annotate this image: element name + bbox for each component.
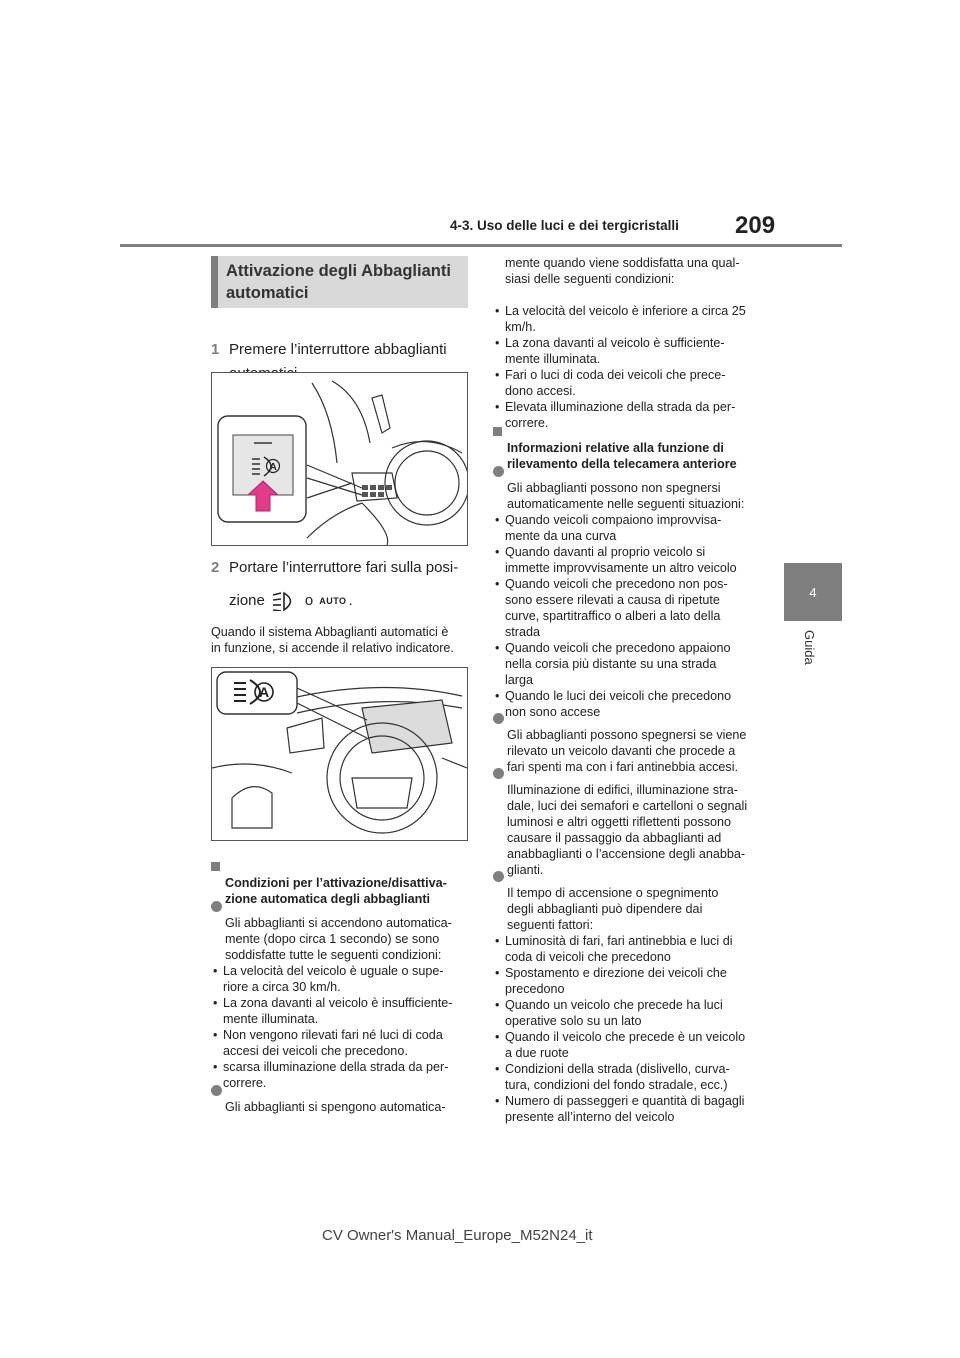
chapter-tab: 4 [784,563,842,621]
sub-item: • Quando il veicolo che precede è un veicolo a due ruote [495,1030,746,1060]
chapter-label-text: Guida [802,630,817,665]
sub-item-text: Quando veicoli che precedono appaiono nella corsia più distante su una strada larga [505,641,731,687]
step-2-end: . [348,592,353,609]
sub-item-text: Quando le luci dei veicoli che precedono non sono accese [505,689,732,719]
sub-item: • Spostamento e direzione dei veicoli che precedono [495,966,727,996]
sub-item-text: Luminosità di fari, fari antinebbia e luci di coda di veicoli che precedono [505,934,733,964]
auto-icon: AUTO [319,596,347,606]
bullet-illuminazione [493,766,772,878]
sub-item: • La zona davanti al veicolo è insufficiente- mente illuminata. [213,996,453,1026]
header-rule [120,244,842,247]
step-2-number: 2 [211,559,220,576]
sub-item-text: La zona davanti al veicolo è sufficiente- mente illuminata. [505,336,725,366]
illustration-auto-high-beam-switch [211,372,468,546]
sub-item-text: Quando veicoli compaiono improvvisa- mente da una curva [505,513,722,543]
step-1-number: 1 [211,341,220,358]
dashboard-switch-drawing [212,373,467,545]
bullet-spengono-text: Gli abbaglianti si spengono automatica- [225,1100,446,1114]
sub-item: • Quando veicoli che precedono non pos- sono essere rilevati a causa di ripetute curve, spartitraffico o alberi a lato della strada [495,577,728,639]
bullet-spengono [211,1083,485,1115]
bullet-dot-icon [211,1085,222,1096]
sub-item-text: Spostamento e direzione dei veicoli che precedono [505,966,727,996]
bullet-dot-icon [493,466,504,477]
sub-item-text: La velocità del veicolo è inferiore a circa 25 km/h. [505,304,746,334]
heading-square-icon [493,427,502,436]
sub-item-text: Quando veicoli che precedono non pos- sono essere rilevati a causa di ripetute curve, spartitraffico o alberi a lato della strada [505,577,728,639]
chapter-label [795,626,835,676]
sub-item-text: Condizioni della strada (dislivello, curva- tura, condizioni del fondo stradale, ecc.) [505,1062,730,1092]
bullet-non-spegnersi-text: Gli abbaglianti possono non spegnersi automaticamente nelle seguenti situazioni: [507,481,745,511]
section-title-box [211,256,468,308]
sub-item: • Numero di passeggeri e quantità di bagagli presente all’interno del veicolo [495,1094,745,1124]
bullet-dot-icon [493,871,504,882]
sub-item: • Condizioni della strada (dislivello, curva- tura, condizioni del fondo stradale, ecc.) [495,1062,730,1092]
dashboard-indicator-drawing [212,668,467,840]
bullet-tempo-text: Il tempo di accensione o spegnimento degli abbaglianti può dipendere dai seguenti fattori: [507,886,719,932]
sub-item: • La velocità del veicolo è inferiore a circa 25 km/h. [495,304,746,334]
sub-item: • Quando le luci dei veicoli che precedono non sono accese [495,689,732,719]
step-2-o: o [304,592,314,609]
illustration-2-a-letter: A [259,684,270,700]
illustration-dashboard-indicator [211,667,468,841]
step-2-text: Portare l’interruttore fari sulla posi- [229,559,459,576]
footer-manual-id: CV Owner's Manual_Europe_M52N24_it [322,1227,593,1244]
sub-item: • Quando veicoli compaiono improvvisa- mente da una curva [495,513,722,543]
sub-item-text: La zona davanti al veicolo è insufficiente- mente illuminata. [223,996,453,1026]
sub-item: • Quando davanti al proprio veicolo si immette improvvisamente un altro veicolo [495,545,737,575]
bullet-dot-icon [211,901,222,912]
sub-item-text: Numero di passeggeri e quantità di bagagli presente all’interno del veicolo [505,1094,745,1124]
bullet-accendono-text: Gli abbaglianti si accendono automatica- mente (dopo circa 1 secondo) se sono soddisfatte tutte le seguenti condizioni: [225,916,452,962]
bullet-illuminazione-text: Illuminazione di edifici, illuminazione stra- dale, luci dei semafori e cartelloni o segnali luminosi e altri oggetti riflettenti possono causare il passaggio da abbaglianti ad anabbaglianti o l’accensione degli anabba- glianti. [507,783,748,877]
sub-item: • Elevata illuminazione della strada da per- correre. [495,400,736,430]
sub-item-text: La velocità del veicolo è uguale o supe- riore a circa 30 km/h. [223,964,444,994]
step-1-text: Premere l’interruttore abbaglianti [229,341,447,358]
sub-item: • La velocità del veicolo è uguale o supe- riore a circa 30 km/h. [213,964,444,994]
sub-item: • Quando veicoli che precedono appaiono nella corsia più distante su una strada larga [495,641,731,687]
step-2-line-2 [229,589,353,613]
step-2-zione: zione [229,592,265,609]
sub-item: • Fari o luci di coda dei veicoli che prece- dono accesi. [495,368,726,398]
bullet-possono-spegnersi-text: Gli abbaglianti possono spegnersi se viene rilevato un veicolo davanti che procede a fari spenti ma con i fari antinebbia accesi. [507,728,747,774]
sub-item-text: Elevata illuminazione della strada da per- correre. [505,400,736,430]
sub-item-text: Non vengono rilevati fari né luci di coda accesi dei veicoli che precedono. [223,1028,443,1058]
indicator-note: Quando il sistema Abbaglianti automatici è in funzione, si accende il relativo indicatore. [211,625,454,655]
sub-item-text: scarsa illuminazione della strada da per- correre. [223,1060,449,1090]
section-header: 4-3. Uso delle luci e dei tergicristalli [450,218,679,233]
section-title: Attivazione degli Abbaglianti automatici [226,262,451,302]
step-2 [211,556,471,580]
illustration-a-letter: A [269,462,277,473]
sub-item-text: Quando davanti al proprio veicolo si immette improvvisamente un altro veicolo [505,545,737,575]
sub-item: • Quando un veicolo che precede ha luci operative solo su un lato [495,998,723,1028]
heading-conditions-text: Condizioni per l’attivazione/disattiva- zione automatica degli abbaglianti [225,876,447,906]
sub-item: • Non vengono rilevati fari né luci di coda accesi dei veicoli che precedono. [213,1028,443,1058]
bullet-dot-icon [493,768,504,779]
bullet-dot-icon [493,713,504,724]
sub-item: • La zona davanti al veicolo è sufficiente- mente illuminata. [495,336,725,366]
sub-item: • Luminosità di fari, fari antinebbia e luci di coda di veicoli che precedono [495,934,733,964]
sub-item: • scarsa illuminazione della strada da per- correre. [213,1060,449,1090]
heading-square-icon [211,862,220,871]
sub-item-text: Quando il veicolo che precede è un veicolo a due ruote [505,1030,746,1060]
page-number: 209 [735,212,776,239]
sub-item-text: Fari o luci di coda dei veicoli che prece- dono accesi. [505,368,726,398]
heading-camera-text: Informazioni relative alla funzione di rilevamento della telecamera anteriore [507,441,737,471]
sub-item-text: Quando un veicolo che precede ha luci operative solo su un lato [505,998,723,1028]
continuation-text: mente quando viene soddisfatta una qual- siasi delle seguenti condizioni: [505,256,740,286]
headlight-icon [271,591,299,611]
